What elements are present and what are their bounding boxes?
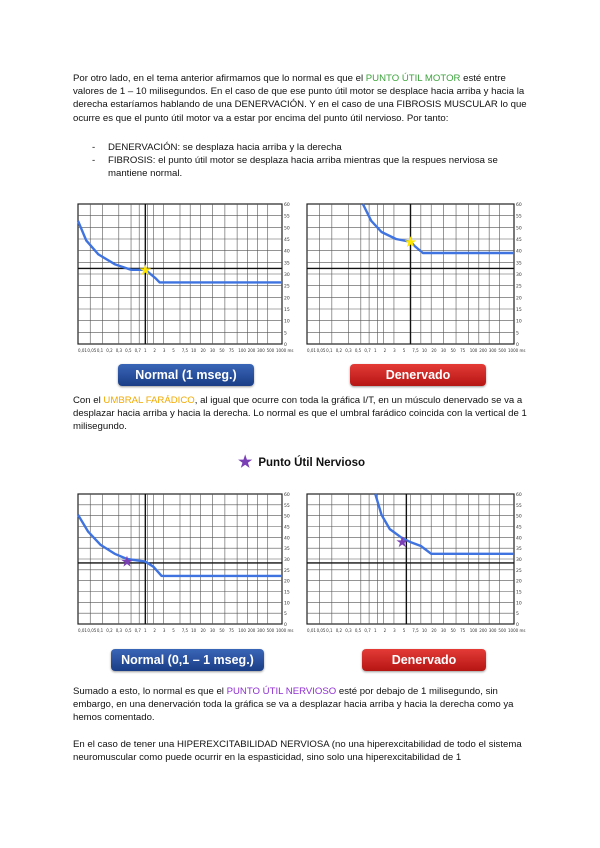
- x-tick-label: 300: [257, 628, 265, 633]
- y-tick-label: 50: [284, 514, 290, 520]
- graph-denervado-top-svg: [302, 200, 530, 358]
- x-tick-label: 30: [210, 628, 216, 633]
- y-tick-label: 0: [516, 343, 519, 348]
- y-tick-label: 40: [516, 249, 522, 255]
- x-tick-label: 75: [228, 628, 234, 633]
- x-tick-label: 500: [266, 628, 275, 633]
- x-tick-label: 7,5: [181, 348, 189, 353]
- y-tick-label: 40: [284, 536, 290, 542]
- x-tick-label: 2: [383, 628, 387, 633]
- y-tick-label: 25: [284, 568, 290, 574]
- x-tick-label: 10: [421, 628, 427, 633]
- y-tick-label: 55: [284, 214, 290, 220]
- x-tick-label: 30: [441, 348, 447, 353]
- x-tick-label: 0,01: [307, 628, 316, 633]
- x-tick-label: 0,2: [335, 348, 343, 353]
- x-tick-label: 0,3: [345, 348, 352, 353]
- x-tick-label: 3: [393, 348, 396, 353]
- y-tick-label: 45: [516, 525, 522, 531]
- y-tick-label: 10: [284, 319, 290, 325]
- star-icon: ★: [395, 533, 409, 552]
- x-tick-label: 0,5: [125, 348, 132, 353]
- graph-normal-bottom-svg: [73, 490, 298, 638]
- y-tick-label: 35: [516, 261, 522, 267]
- denervado-label-top: Denervado: [350, 364, 486, 386]
- x-tick-label: 0,05: [87, 348, 97, 353]
- x-tick-label: 1: [144, 628, 147, 633]
- x-tick-label: 0,01: [307, 348, 316, 353]
- paragraph-hiperexcitabilidad: En el caso de tener una HIPEREXCITABILIDAD NERVIOSA (no una hiperexcitabilidad de todo el sistema neuromuscular como puede ocurrir en la espasticidad, sino solo una hiperexcitabilidad de 1: [73, 739, 522, 764]
- x-tick-label: 0,7: [364, 348, 371, 353]
- y-tick-label: 0: [284, 343, 287, 348]
- x-tick-label: 0,1: [96, 628, 104, 633]
- x-tick-label: 0,2: [106, 348, 113, 353]
- y-tick-label: 15: [284, 308, 290, 313]
- x-tick-label: 0,7: [134, 628, 141, 633]
- y-tick-label: 5: [284, 612, 287, 618]
- y-tick-label: 50: [516, 514, 522, 520]
- x-tick-label: 20: [431, 628, 437, 633]
- y-tick-label: 60: [516, 203, 522, 208]
- x-tick-label: 0,1: [326, 348, 333, 353]
- x-tick-label: 10: [191, 348, 197, 353]
- x-tick-label: 20: [200, 348, 206, 353]
- graph-denervado-top: [302, 200, 530, 358]
- normal-label-bottom: Normal (0,1 – 1 mseg.): [111, 649, 264, 671]
- highlight-punto-util-motor: PUNTO ÚTIL MOTOR: [365, 73, 461, 84]
- star-icon: ★: [120, 552, 134, 571]
- legend-punto-util-nervioso: [238, 455, 365, 471]
- x-tick-label: 1: [374, 628, 377, 633]
- x-tick-label: 1000 ms: [508, 628, 526, 633]
- x-tick-label: 500: [266, 348, 275, 353]
- x-tick-label: 100: [469, 348, 478, 353]
- y-tick-label: 5: [284, 331, 287, 337]
- x-tick-label: 20: [200, 628, 206, 633]
- y-tick-label: 5: [516, 331, 519, 337]
- x-tick-label: 75: [228, 348, 234, 353]
- x-tick-label: 5: [172, 628, 175, 633]
- x-tick-label: 30: [210, 348, 216, 353]
- x-tick-label: 0,01: [78, 628, 87, 633]
- y-tick-label: 20: [284, 296, 290, 302]
- x-tick-label: 100: [469, 628, 478, 633]
- y-tick-label: 40: [284, 249, 290, 255]
- graph-denervado-bottom-svg: [302, 490, 530, 638]
- bullet-list: [92, 141, 532, 181]
- y-tick-label: 20: [516, 579, 522, 585]
- x-tick-label: 0,05: [316, 348, 326, 353]
- y-tick-label: 45: [284, 238, 290, 243]
- x-tick-label: 200: [479, 628, 487, 633]
- graph-denervado-bottom: [302, 490, 530, 638]
- x-tick-label: 0,05: [87, 628, 97, 633]
- x-tick-label: 20: [431, 348, 437, 353]
- legend-label: Punto Útil Nervioso: [258, 457, 366, 469]
- x-tick-label: 300: [488, 348, 497, 353]
- y-tick-label: 30: [284, 558, 290, 563]
- y-tick-label: 55: [284, 503, 290, 509]
- x-tick-label: 0,7: [134, 348, 141, 353]
- x-tick-label: 5: [402, 348, 406, 353]
- y-tick-label: 35: [284, 547, 290, 553]
- x-tick-label: 2: [153, 348, 156, 353]
- x-tick-label: 3: [393, 628, 396, 633]
- x-tick-label: 500: [498, 348, 507, 353]
- y-tick-label: 50: [516, 226, 522, 232]
- y-tick-label: 35: [284, 261, 290, 267]
- list-item: - FIBROSIS: el punto útil motor se desplaza hacia arriba mientras que la respues nerviosa se mantiene normal.: [92, 154, 532, 180]
- x-tick-label: 50: [219, 628, 225, 633]
- denervado-label-bottom: Denervado: [362, 649, 486, 671]
- x-tick-label: 0,05: [316, 628, 326, 633]
- y-tick-label: 30: [284, 273, 290, 278]
- y-tick-label: 50: [284, 226, 290, 232]
- x-tick-label: 0,5: [354, 628, 362, 633]
- graph-normal-top: [73, 200, 298, 358]
- x-tick-label: 500: [498, 628, 507, 633]
- y-tick-label: 0: [516, 623, 519, 628]
- x-tick-label: 0,7: [364, 628, 371, 633]
- x-tick-label: 300: [488, 628, 497, 633]
- x-tick-label: 0,3: [115, 348, 123, 353]
- x-tick-label: 2: [383, 348, 387, 353]
- x-tick-label: 200: [479, 348, 487, 353]
- y-tick-label: 25: [516, 284, 522, 290]
- x-tick-label: 0,01: [78, 348, 87, 353]
- x-tick-label: 1000 ms: [508, 348, 526, 353]
- graph-normal-top-svg: [73, 200, 298, 358]
- x-tick-label: 0,2: [335, 628, 343, 633]
- x-tick-label: 1000 ms: [276, 348, 294, 353]
- y-tick-label: 15: [284, 590, 290, 596]
- x-tick-label: 200: [247, 628, 256, 633]
- y-tick-label: 20: [516, 296, 522, 302]
- x-tick-label: 1000 ms: [276, 628, 294, 633]
- x-tick-label: 7,5: [412, 348, 419, 353]
- y-tick-label: 60: [284, 203, 290, 208]
- star-icon: ★: [403, 232, 418, 251]
- y-tick-label: 25: [284, 284, 290, 290]
- x-tick-label: 100: [238, 628, 246, 633]
- x-tick-label: 1: [144, 348, 147, 353]
- x-tick-label: 100: [238, 348, 246, 353]
- y-tick-label: 55: [516, 214, 522, 220]
- x-tick-label: 0,5: [125, 628, 132, 633]
- x-tick-label: 0,3: [345, 628, 352, 633]
- list-item: - DENERVACIÓN: se desplaza hacia arriba y la derecha: [92, 141, 532, 154]
- highlight-umbral-faradico: UMBRAL FARÁDICO: [103, 395, 195, 406]
- y-tick-label: 10: [284, 601, 290, 607]
- x-tick-label: 0,2: [106, 628, 113, 633]
- y-tick-label: 30: [516, 273, 522, 278]
- x-tick-label: 0,3: [115, 628, 123, 633]
- y-tick-label: 60: [516, 493, 522, 498]
- star-icon: ★: [138, 260, 153, 279]
- y-tick-label: 60: [284, 493, 290, 498]
- x-tick-label: 50: [450, 348, 456, 353]
- x-tick-label: 10: [191, 628, 197, 633]
- paragraph-intro: Por otro lado, en el tema anterior afirmamos que lo normal es que el PUNTO ÚTIL MOTOR esté entre valores de 1 – 10 milisegundos. En el caso de que ese punto útil motor se desplace hacia arriba y hacia la derecha estaríamos hablando de una DENERVACIÓN. Y en el caso de una FIBROSIS MUSCULAR lo que ocurre es que el punto útil motor va a estar por encima del punto útil nervioso. Por tanto:: [73, 73, 527, 124]
- paragraph-punto-util-nervioso: Sumado a esto, lo normal es que el PUNTO ÚTIL NERVIOSO esté por debajo de 1 milisegundo, sin embargo, en una denervación toda la gráfica se va a desplazar hacia arriba y hacia la derecha como ya hemos comentado.: [73, 686, 514, 724]
- x-tick-label: 50: [219, 348, 225, 353]
- x-tick-label: 0,1: [326, 628, 333, 633]
- y-tick-label: 15: [516, 308, 522, 313]
- x-tick-label: 2: [153, 628, 156, 633]
- y-tick-label: 10: [516, 601, 522, 607]
- x-tick-label: 0,5: [354, 348, 362, 353]
- paragraph-umbral-faradico: Con el UMBRAL FARÁDICO, al igual que ocurre con toda la gráfica I/T, en un músculo denervado se va a desplazar hacia arriba y hacia la derecha. Lo normal es que el umbral farádico coincida con la vertical de 1 milisegundo.: [73, 395, 527, 433]
- y-tick-label: 0: [284, 623, 287, 628]
- y-tick-label: 55: [516, 503, 522, 509]
- y-tick-label: 20: [284, 579, 290, 585]
- star-icon: ★: [238, 454, 253, 471]
- x-tick-label: 200: [247, 348, 256, 353]
- x-tick-label: 30: [441, 628, 447, 633]
- x-tick-label: 5: [402, 628, 406, 633]
- x-tick-label: 7,5: [412, 628, 419, 633]
- y-tick-label: 10: [516, 319, 522, 325]
- y-tick-label: 45: [516, 238, 522, 243]
- y-tick-label: 30: [516, 558, 522, 563]
- graph-normal-bottom: [73, 490, 298, 638]
- x-tick-label: 1: [374, 348, 377, 353]
- y-tick-label: 40: [516, 536, 522, 542]
- highlight-punto-util-nervioso: PUNTO ÚTIL NERVIOSO: [226, 686, 337, 697]
- x-tick-label: 75: [460, 628, 466, 633]
- y-tick-label: 15: [516, 590, 522, 596]
- x-tick-label: 5: [172, 348, 175, 353]
- x-tick-label: 7,5: [181, 628, 189, 633]
- y-tick-label: 35: [516, 547, 522, 553]
- y-tick-label: 5: [516, 612, 519, 618]
- x-tick-label: 75: [460, 348, 466, 353]
- normal-label-top: Normal (1 mseg.): [118, 364, 254, 386]
- x-tick-label: 3: [162, 628, 166, 633]
- y-tick-label: 45: [284, 525, 290, 531]
- x-tick-label: 50: [450, 628, 456, 633]
- x-tick-label: 10: [421, 348, 427, 353]
- x-tick-label: 3: [162, 348, 166, 353]
- x-tick-label: 0,1: [96, 348, 104, 353]
- y-tick-label: 25: [516, 568, 522, 574]
- x-tick-label: 300: [257, 348, 265, 353]
